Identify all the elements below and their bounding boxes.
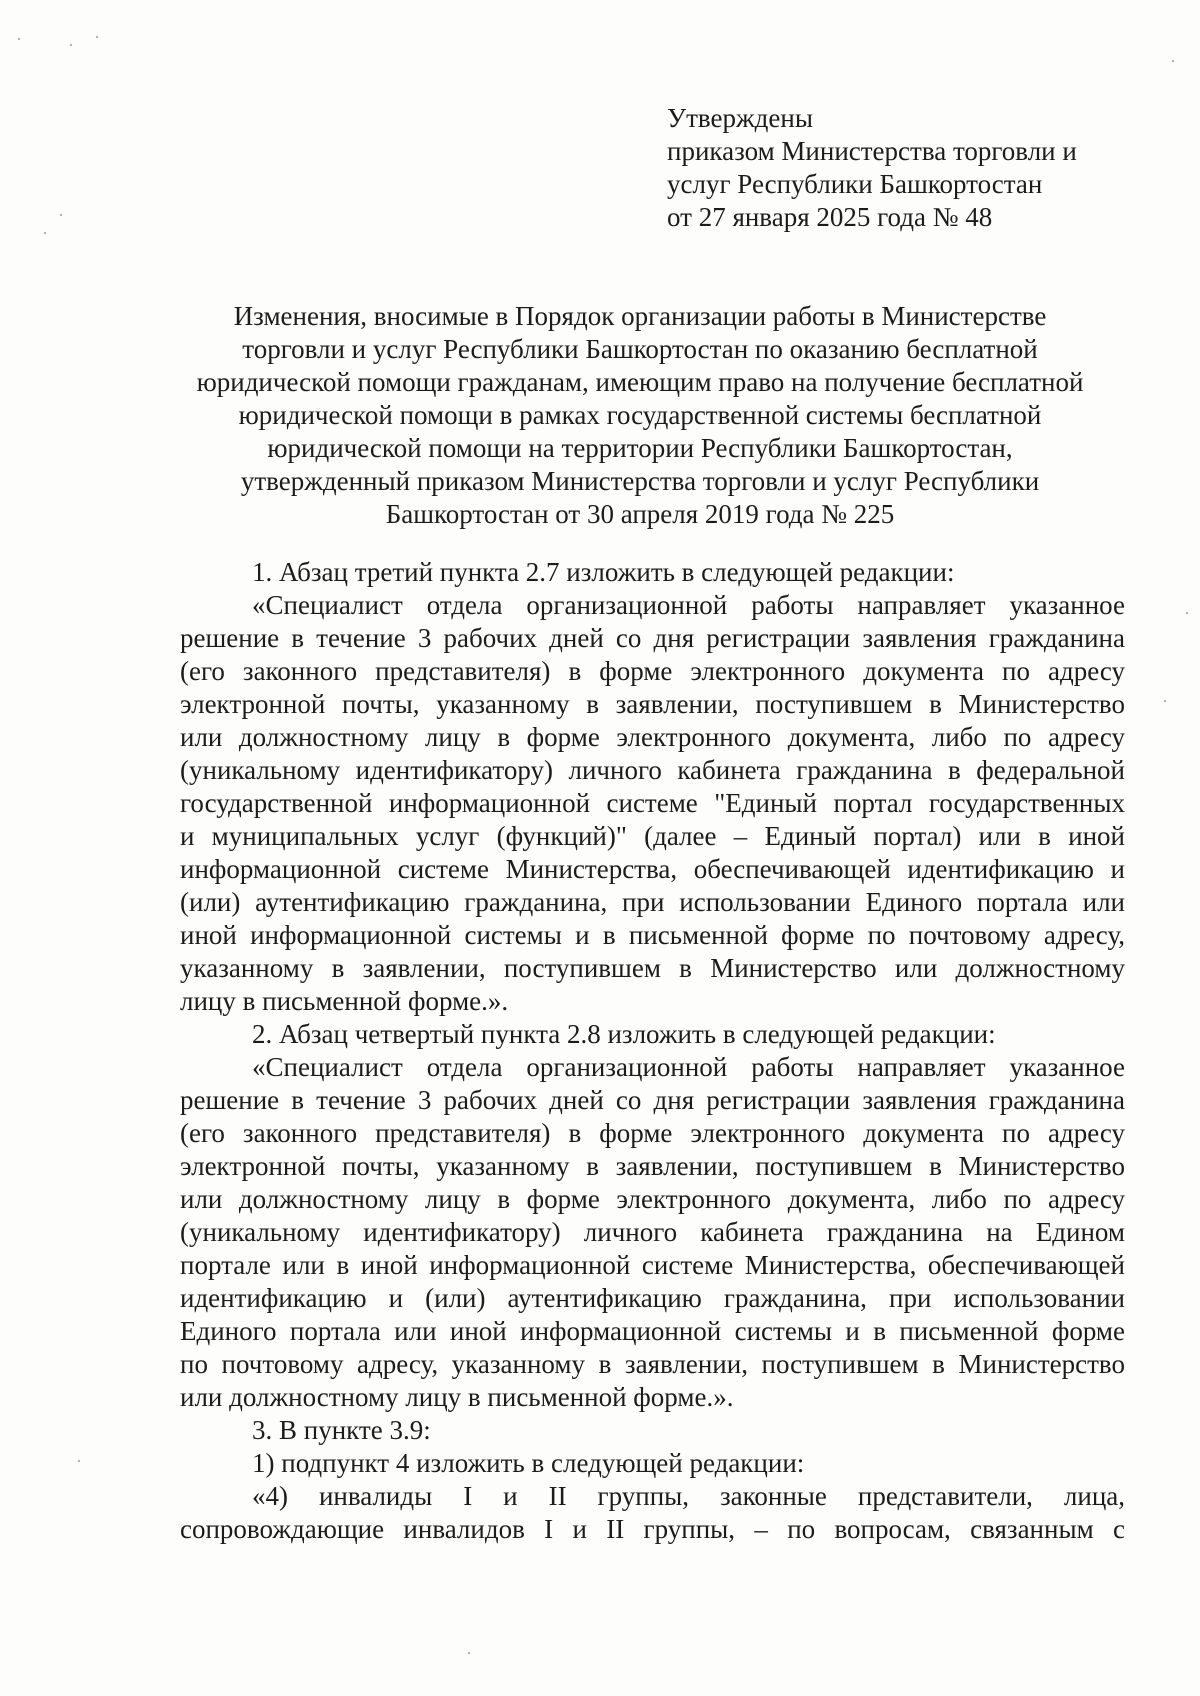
- body-line: «Специалист отдела организационной работы направляет указанное: [252, 1052, 1125, 1082]
- title-line: Башкортостан от 30 апреля 2019 года № 225: [385, 499, 895, 529]
- scan-speck: [70, 44, 72, 46]
- scan-speck: [18, 38, 20, 40]
- body-line: решение в течение 3 рабочих дней со дня регистрации заявления гражданина: [180, 1085, 1125, 1115]
- body-line: электронной почты, указанному в заявлении, поступившем в Министерство: [180, 1151, 1125, 1181]
- approval-stamp-block: [667, 102, 1077, 234]
- title-line: утвержденный приказом Министерства торговли и услуг Республики: [240, 466, 1040, 496]
- document-body: [180, 556, 1125, 1546]
- body-line: сопровождающие инвалидов I и II группы, – по вопросам, связанным с: [180, 1514, 1125, 1544]
- title-line: торговли и услуг Республики Башкортостан по оказанию бесплатной: [242, 334, 1038, 364]
- scan-speck: [1186, 612, 1188, 614]
- body-line: электронной почты, указанному в заявлении, поступившем в Министерство: [180, 689, 1125, 719]
- body-line: «Специалист отдела организационной работы направляет указанное: [252, 590, 1125, 620]
- title-line: юридической помощи на территории Республики Башкортостан,: [267, 433, 1013, 463]
- body-line: (его законного представителя) в форме электронного документа по адресу: [180, 1118, 1125, 1148]
- scan-speck: [78, 1460, 80, 1462]
- body-line: «4) инвалиды I и II группы, законные представители, лица,: [252, 1481, 1125, 1511]
- title-line: юридической помощи гражданам, имеющим право на получение бесплатной: [196, 367, 1084, 397]
- scan-speck: [1172, 60, 1174, 62]
- body-line: (уникальному идентификатору) личного кабинета гражданина в федеральной: [180, 755, 1125, 785]
- approval-line: услуг Республики Башкортостан: [667, 169, 1043, 199]
- body-line: указанному в заявлении, поступившем в Министерство или должностному: [180, 953, 1125, 983]
- document-title: [180, 300, 1100, 531]
- body-line: (или) аутентификацию гражданина, при использовании Единого портала или: [180, 887, 1125, 917]
- approval-line: от 27 января 2025 года № 48: [667, 202, 993, 232]
- body-line: и муниципальных услуг (функций)" (далее – Единый портал) или в иной: [180, 821, 1125, 851]
- body-line: портале или в иной информационной системе Министерства, обеспечивающей: [180, 1250, 1125, 1280]
- paragraph-heading: 2. Абзац четвертый пункта 2.8 изложить в следующей редакции:: [252, 1019, 996, 1049]
- body-line: или должностному лицу в форме электронного документа, либо по адресу: [180, 1184, 1125, 1214]
- body-line: решение в течение 3 рабочих дней со дня регистрации заявления гражданина: [180, 623, 1125, 653]
- scan-speck: [1164, 700, 1166, 702]
- body-line: или должностному лицу в письменной форме.».: [180, 1382, 734, 1412]
- scan-speck: [468, 1652, 470, 1654]
- body-line: иной информационной системы и в письменной форме по почтовому адресу,: [180, 920, 1125, 950]
- body-line: (его законного представителя) в форме электронного документа по адресу: [180, 656, 1125, 686]
- scan-speck: [44, 232, 46, 234]
- approval-line: приказом Министерства торговли и: [667, 136, 1077, 166]
- paragraph-heading: 1. Абзац третий пункта 2.7 изложить в следующей редакции:: [252, 557, 955, 587]
- body-line: 1) подпункт 4 изложить в следующей редакции:: [252, 1448, 805, 1478]
- body-line: или должностному лицу в форме электронного документа, либо по адресу: [180, 722, 1125, 752]
- body-line: по почтовому адресу, указанному в заявлении, поступившем в Министерство: [180, 1349, 1125, 1379]
- scan-speck: [96, 36, 98, 38]
- title-line: юридической помощи в рамках государственной системы бесплатной: [238, 400, 1042, 430]
- body-line: государственной информационной системе "Единый портал государственных: [180, 788, 1125, 818]
- scan-speck: [60, 214, 62, 216]
- body-line: Единого портала или иной информационной системы и в письменной форме: [180, 1316, 1125, 1346]
- paragraph-heading: 3. В пункте 3.9:: [252, 1415, 431, 1445]
- body-line: лицу в письменной форме.».: [180, 986, 509, 1016]
- body-line: информационной системе Министерства, обеспечивающей идентификацию и: [180, 854, 1125, 884]
- body-line: (уникальному идентификатору) личного кабинета гражданина на Едином: [180, 1217, 1125, 1247]
- body-line: идентификацию и (или) аутентификацию гражданина, при использовании: [180, 1283, 1125, 1313]
- title-line: Изменения, вносимые в Порядок организации работы в Министерстве: [233, 301, 1047, 331]
- approval-line: Утверждены: [667, 103, 813, 133]
